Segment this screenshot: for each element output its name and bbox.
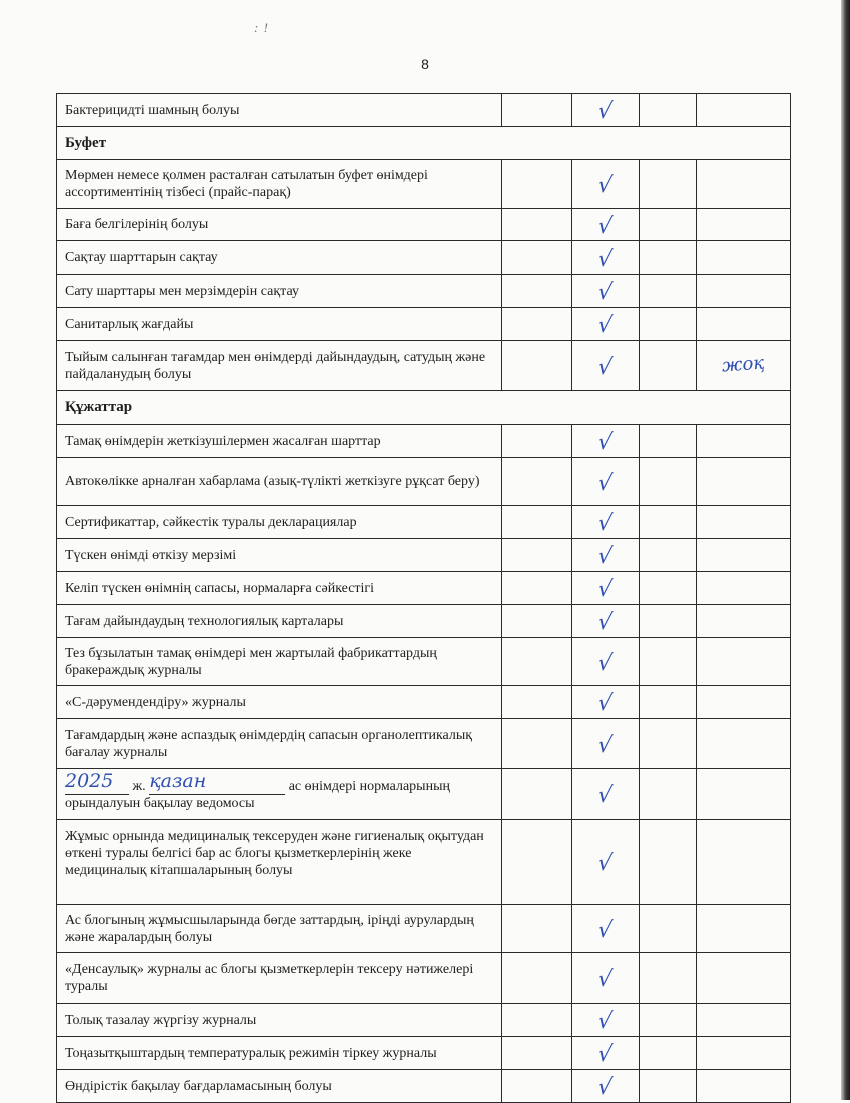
cell-col-5 [697,506,791,539]
cell-col-2 [502,572,572,605]
cell-col-2 [502,1070,572,1103]
cell-col-4 [640,308,697,341]
cell-col-3 [572,686,640,719]
cell-col-3 [572,1004,640,1037]
cell-col-2 [502,638,572,686]
cell-col-5 [697,308,791,341]
check-mark-icon: √ [596,783,615,808]
cell-col-2 [502,209,572,241]
cell-col-3 [572,94,640,127]
row-label-ved [57,769,502,820]
scan-mark: : ! [254,20,269,35]
cell-col-2 [502,425,572,458]
row-label: Тағам дайындаудың технологиялық карталары [57,605,502,638]
table-row [57,953,791,1004]
cell-col-4 [640,638,697,686]
cell-col-5 [697,605,791,638]
check-mark-icon: √ [596,577,615,602]
table-row [57,425,791,458]
row-label: Санитарлық жағдайы [57,308,502,341]
table-row [57,605,791,638]
inspection-checklist-table [56,93,791,1103]
cell-col-5 [697,905,791,953]
cell-col-2 [502,686,572,719]
table-row [57,160,791,209]
cell-col-4 [640,425,697,458]
cell-col-4 [640,769,697,820]
row-label: Келіп түскен өнімнің сапасы, нормаларға сәйкестігі [57,572,502,605]
cell-col-3 [572,905,640,953]
cell-col-4 [640,275,697,308]
check-mark-icon: √ [596,246,615,272]
cell-col-5 [697,94,791,127]
cell-col-5 [697,241,791,275]
row-label: Мөрмен немесе қолмен расталған сатылатын буфет өнімдері ассортиментінің тізбесі (прайс-парақ) [57,160,502,209]
cell-col-4 [640,539,697,572]
check-mark-icon: √ [596,851,615,876]
check-mark-icon: √ [596,917,615,943]
cell-col-5 [697,209,791,241]
cell-col-2 [502,769,572,820]
check-mark-icon: √ [596,511,615,536]
cell-col-3 [572,1070,640,1103]
cell-col-3 [572,458,640,506]
cell-col-3 [572,341,640,391]
cell-col-2 [502,160,572,209]
row-label: Сертификаттар, сәйкестік туралы декларациялар [57,506,502,539]
page-number: 8 [421,56,429,72]
table-row [57,539,791,572]
cell-col-5 [697,572,791,605]
table-row [57,1004,791,1037]
month-field [149,769,285,795]
cell-col-4 [640,1037,697,1070]
cell-col-5 [697,719,791,769]
cell-col-5 [697,953,791,1004]
cell-col-4 [640,209,697,241]
check-mark-icon: √ [596,732,615,758]
check-mark-icon: √ [596,1042,615,1067]
cell-col-5 [697,341,791,391]
section-title-documents: Құжаттар [57,391,791,425]
row-label: «С-дәрумендендіру» журналы [57,686,502,719]
cell-col-3 [572,160,640,209]
table-row [57,94,791,127]
row-label: Сақтау шарттарын сақтау [57,241,502,275]
cell-col-4 [640,820,697,905]
handwritten-note: жоқ [721,352,766,377]
table-row [57,769,791,820]
handwritten-month: қазан [149,769,207,792]
check-mark-icon: √ [596,650,615,676]
cell-col-3 [572,638,640,686]
cell-col-2 [502,820,572,905]
cell-col-4 [640,686,697,719]
table-row [57,1037,791,1070]
scan-edge-shadow [841,0,850,1100]
table-row [57,905,791,953]
cell-col-5 [697,1037,791,1070]
cell-col-2 [502,905,572,953]
handwritten-year: 2025 [65,769,114,792]
check-mark-icon: √ [596,544,615,569]
cell-col-5 [697,539,791,572]
table-row [57,275,791,308]
cell-col-5 [697,275,791,308]
check-mark-icon: √ [596,213,615,239]
row-label: Бактерицидті шамның болуы [57,94,502,127]
cell-col-3 [572,953,640,1004]
table-row [57,572,791,605]
cell-col-3 [572,241,640,275]
cell-col-5 [697,686,791,719]
cell-col-3 [572,308,640,341]
cell-col-3 [572,506,640,539]
table-row [57,719,791,769]
table-row [57,241,791,275]
cell-col-4 [640,506,697,539]
check-mark-icon: √ [596,691,615,716]
cell-col-3 [572,820,640,905]
section-header-row [57,127,791,160]
check-mark-icon: √ [596,280,615,305]
year-field [65,769,129,795]
table-row [57,341,791,391]
cell-col-4 [640,953,697,1004]
row-label: «Денсаулық» журналы ас блогы қызметкерлерін тексеру нәтижелері туралы [57,953,502,1004]
cell-col-4 [640,241,697,275]
table-row [57,458,791,506]
cell-col-5 [697,1004,791,1037]
cell-col-2 [502,719,572,769]
row-label: Тамақ өнімдерін жеткізушілермен жасалған шарттар [57,425,502,458]
cell-col-3 [572,425,640,458]
row-label: Тыйым салынған тағамдар мен өнімдерді дайындаудың, сатудың және пайдаланудың болуы [57,341,502,391]
check-mark-icon: √ [596,173,615,198]
cell-col-2 [502,308,572,341]
cell-col-3 [572,769,640,820]
check-mark-icon: √ [596,1009,615,1034]
cell-col-2 [502,458,572,506]
cell-col-2 [502,241,572,275]
cell-col-4 [640,160,697,209]
section-header-row [57,391,791,425]
cell-col-3 [572,605,640,638]
year-suffix: ж. [132,778,146,794]
table-row [57,209,791,241]
row-label: Тоңазытқыштардың температуралық режимін тіркеу журналы [57,1037,502,1070]
cell-col-5 [697,160,791,209]
cell-col-5 [697,1070,791,1103]
cell-col-4 [640,1004,697,1037]
cell-col-2 [502,1037,572,1070]
cell-col-4 [640,605,697,638]
cell-col-5 [697,820,791,905]
row-label: Ас блогының жұмысшыларында бөгде заттардың, іріңді аурулардың және жаралардың болуы [57,905,502,953]
table-row [57,686,791,719]
table-row [57,638,791,686]
cell-col-3 [572,572,640,605]
table-row [57,820,791,905]
cell-col-5 [697,638,791,686]
check-mark-icon: √ [596,610,615,635]
cell-col-2 [502,605,572,638]
check-mark-icon: √ [596,430,615,455]
row-label: Автокөлікке арналған хабарлама (азық-түлікті жеткізуге рұқсат беру) [57,458,502,506]
cell-col-2 [502,953,572,1004]
cell-col-4 [640,458,697,506]
section-title-bufet: Буфет [57,127,791,160]
cell-col-2 [502,341,572,391]
cell-col-2 [502,1004,572,1037]
check-mark-icon: √ [596,470,615,496]
cell-col-4 [640,94,697,127]
cell-col-4 [640,905,697,953]
row-label: Сату шарттары мен мерзімдерін сақтау [57,275,502,308]
check-mark-icon: √ [596,99,615,124]
row-label: Толық тазалау жүргізу журналы [57,1004,502,1037]
cell-col-3 [572,275,640,308]
check-mark-icon: √ [596,1075,615,1100]
cell-col-3 [572,1037,640,1070]
cell-col-5 [697,458,791,506]
row-label: Тез бұзылатын тамақ өнімдері мен жартылай фабрикаттардың бракераждық журналы [57,638,502,686]
row-label: Түскен өнімді өткізу мерзімі [57,539,502,572]
cell-col-2 [502,539,572,572]
table-row [57,506,791,539]
cell-col-3 [572,539,640,572]
cell-col-5 [697,425,791,458]
check-mark-icon: √ [596,967,615,992]
cell-col-5 [697,769,791,820]
cell-col-2 [502,275,572,308]
cell-col-4 [640,719,697,769]
check-mark-icon: √ [596,354,615,380]
cell-col-4 [640,341,697,391]
row-label: Өндірістік бақылау бағдарламасының болуы [57,1070,502,1103]
cell-col-4 [640,572,697,605]
cell-col-4 [640,1070,697,1103]
table-row [57,1070,791,1103]
cell-col-2 [502,506,572,539]
cell-col-3 [572,719,640,769]
check-mark-icon: √ [596,313,615,338]
row-label: Тағамдардың және аспаздық өнімдердің сапасын органолептикалық бағалау журналы [57,719,502,769]
row-label-rest: ас өнімдері нормаларының орындалуын бақылау ведомосы [65,778,450,811]
row-label: Жұмыс орнында медициналық тексеруден және гигиеналық оқытудан өткені туралы белгісі бар ас блогы қызметкерлерінің жеке медициналық кітапшаларының болуы [57,820,502,905]
row-label: Баға белгілерінің болуы [57,209,502,241]
cell-col-3 [572,209,640,241]
table-row [57,308,791,341]
cell-col-2 [502,94,572,127]
